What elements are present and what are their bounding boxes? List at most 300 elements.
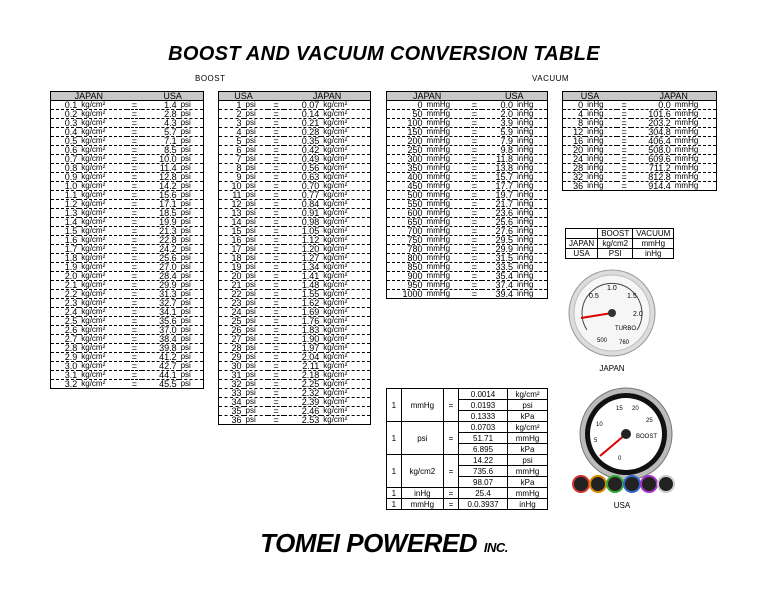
matrix-equals: =: [443, 422, 458, 455]
unit-cell: mmHg: [673, 128, 717, 137]
value-cell: 2.46: [284, 407, 321, 416]
value-cell: 20: [219, 272, 244, 281]
matrix-qty: 1: [387, 488, 402, 499]
unit-cell: psi: [179, 182, 204, 191]
value-cell: 0.28: [284, 128, 321, 137]
equals-cell: =: [268, 317, 284, 326]
equals-cell: =: [268, 191, 284, 200]
value-cell: 780: [387, 245, 425, 254]
unit-cell: psi: [179, 299, 204, 308]
unit-cell: inHg: [515, 227, 548, 236]
matrix-row: [387, 422, 548, 433]
unit-cell: mmHg: [425, 218, 468, 227]
equals-cell: =: [127, 353, 143, 362]
value-cell: 32.7: [142, 299, 178, 308]
unit-cell: mmHg: [425, 191, 468, 200]
value-cell: 1.3: [51, 209, 80, 218]
value-cell: 0.4: [51, 128, 80, 137]
value-cell: 350: [387, 164, 425, 173]
value-cell: 5.7: [142, 128, 178, 137]
col-header: USA: [563, 92, 617, 101]
unit-cell: mmHg: [425, 290, 468, 299]
value-cell: 0.3: [51, 119, 80, 128]
equals-cell: =: [467, 281, 481, 290]
unit-cell: inHg: [515, 209, 548, 218]
value-cell: 1.12: [284, 236, 321, 245]
value-cell: 17.7: [482, 182, 515, 191]
equals-cell: =: [268, 407, 284, 416]
unit-cell: mmHg: [425, 164, 468, 173]
unit-cell: psi: [244, 155, 269, 164]
unit-cell: psi: [244, 317, 269, 326]
gauge-color-variants-icon: [571, 474, 683, 494]
equals-cell: =: [467, 263, 481, 272]
unit-cell: kg/cm²: [321, 164, 370, 173]
value-cell: 200: [387, 137, 425, 146]
unit-cell: psi: [179, 335, 204, 344]
equals-cell: =: [268, 137, 284, 146]
value-cell: 500: [387, 191, 425, 200]
unit-cell: mmHg: [673, 173, 717, 182]
matrix-value-unit: psi: [508, 400, 548, 411]
unit-cell: kg/cm²: [79, 182, 126, 191]
value-cell: 300: [387, 155, 425, 164]
unit-cell: mmHg: [425, 119, 468, 128]
unit-cell: kg/cm²: [79, 155, 126, 164]
unit-cell: inHg: [515, 263, 548, 272]
value-cell: 1.27: [284, 254, 321, 263]
matrix-row: [387, 499, 548, 510]
unit-cell: kg/cm²: [79, 281, 126, 290]
value-cell: 1000: [387, 290, 425, 299]
unit-cell: psi: [244, 380, 269, 389]
equals-cell: =: [127, 317, 143, 326]
unit-cell: kg/cm²: [321, 227, 370, 236]
unit-cell: mmHg: [425, 236, 468, 245]
matrix-value: 735.6: [458, 466, 507, 477]
unit-cell: kg/cm²: [79, 227, 126, 236]
equals-cell: =: [268, 416, 284, 425]
unit-cell: mmHg: [425, 182, 468, 191]
value-cell: 39.8: [142, 344, 178, 353]
equals-cell: =: [467, 137, 481, 146]
unit-cell: mmHg: [425, 200, 468, 209]
col-header: JAPAN: [631, 92, 716, 101]
value-cell: 0.8: [51, 164, 80, 173]
value-cell: 1.6: [51, 236, 80, 245]
value-cell: 5.9: [482, 128, 515, 137]
unit-cell: psi: [179, 362, 204, 371]
gauge-tick-label: 1.0: [607, 285, 617, 292]
value-cell: 2.11: [284, 362, 321, 371]
value-cell: 11.8: [482, 155, 515, 164]
units-cell: kg/cm2: [598, 239, 633, 249]
equals-cell: =: [268, 389, 284, 398]
value-cell: 101.6: [631, 110, 672, 119]
unit-cell: psi: [244, 389, 269, 398]
value-cell: 711.2: [631, 164, 672, 173]
value-cell: 0: [563, 101, 586, 110]
unit-cell: mmHg: [425, 254, 468, 263]
equals-cell: =: [127, 335, 143, 344]
equals-cell: =: [127, 380, 143, 389]
value-cell: 3.2: [51, 380, 80, 389]
value-cell: 29.9: [142, 281, 178, 290]
unit-cell: kg/cm²: [79, 335, 126, 344]
unit-cell: inHg: [515, 110, 548, 119]
unit-cell: psi: [179, 101, 204, 110]
equals-cell: =: [467, 164, 481, 173]
unit-cell: psi: [244, 245, 269, 254]
equals-cell: =: [467, 236, 481, 245]
value-cell: 37.0: [142, 326, 178, 335]
unit-cell: psi: [244, 101, 269, 110]
unit-cell: kg/cm²: [79, 236, 126, 245]
unit-cell: psi: [244, 263, 269, 272]
unit-cell: inHg: [515, 281, 548, 290]
equals-cell: =: [268, 218, 284, 227]
unit-cell: kg/cm²: [79, 344, 126, 353]
equals-cell: =: [127, 308, 143, 317]
matrix-value-unit: mmHg: [508, 466, 548, 477]
matrix-value-unit: mmHg: [508, 488, 548, 499]
value-cell: 1.8: [51, 254, 80, 263]
gauge-tick-label: 500: [597, 338, 608, 344]
value-cell: 12.8: [142, 173, 178, 182]
value-cell: 0.98: [284, 218, 321, 227]
unit-cell: kg/cm²: [321, 389, 370, 398]
unit-cell: mmHg: [673, 101, 717, 110]
equals-cell: =: [127, 281, 143, 290]
table-row: [219, 416, 371, 425]
gauge-tick-label: 1.5: [627, 293, 637, 300]
value-cell: 27.6: [482, 227, 515, 236]
equals-cell: =: [127, 173, 143, 182]
value-cell: 0.0: [631, 101, 672, 110]
value-cell: 19: [219, 263, 244, 272]
equals-cell: =: [617, 164, 631, 173]
equals-cell: =: [268, 380, 284, 389]
unit-cell: inHg: [515, 119, 548, 128]
value-cell: 0.91: [284, 209, 321, 218]
unit-cell: kg/cm²: [79, 209, 126, 218]
unit-cell: psi: [244, 281, 269, 290]
value-cell: 4.3: [142, 119, 178, 128]
equals-cell: =: [127, 200, 143, 209]
matrix-unit: inHg: [401, 488, 443, 499]
value-cell: 304.8: [631, 128, 672, 137]
equals-cell: =: [127, 299, 143, 308]
equals-cell: =: [127, 164, 143, 173]
unit-cell: psi: [244, 209, 269, 218]
unit-cell: psi: [179, 263, 204, 272]
unit-cell: mmHg: [673, 182, 717, 191]
unit-cell: psi: [179, 254, 204, 263]
page-title: BOOST AND VACUUM CONVERSION TABLE: [168, 43, 600, 65]
value-cell: 0.6: [51, 146, 80, 155]
unit-cell: kg/cm²: [79, 101, 126, 110]
value-cell: 8: [219, 164, 244, 173]
unit-cell: kg/cm²: [321, 281, 370, 290]
unit-cell: kg/cm²: [79, 164, 126, 173]
equals-cell: =: [268, 245, 284, 254]
value-cell: 12: [563, 128, 586, 137]
unit-cell: psi: [179, 119, 204, 128]
value-cell: 9: [219, 173, 244, 182]
unit-cell: mmHg: [425, 146, 468, 155]
units-header-cell: VACUUM: [633, 229, 674, 239]
unit-cell: kg/cm²: [321, 272, 370, 281]
value-cell: 2.9: [51, 353, 80, 362]
value-cell: 23: [219, 299, 244, 308]
col-header: USA: [142, 92, 203, 101]
unit-cell: kg/cm²: [79, 200, 126, 209]
equals-cell: =: [467, 173, 481, 182]
value-cell: 24.2: [142, 245, 178, 254]
value-cell: 41.2: [142, 353, 178, 362]
equals-cell: =: [268, 119, 284, 128]
value-cell: 2.32: [284, 389, 321, 398]
unit-cell: psi: [244, 362, 269, 371]
matrix-unit: kg/cm2: [401, 455, 443, 488]
value-cell: 26: [219, 326, 244, 335]
value-cell: 36: [563, 182, 586, 191]
value-cell: 914.4: [631, 182, 672, 191]
value-cell: 1.4: [142, 101, 178, 110]
equals-cell: =: [467, 272, 481, 281]
value-cell: 0.1: [51, 101, 80, 110]
value-cell: 13.8: [482, 164, 515, 173]
unit-cell: kg/cm²: [321, 353, 370, 362]
equals-cell: =: [268, 335, 284, 344]
equals-cell: =: [127, 110, 143, 119]
equals-cell: =: [617, 119, 631, 128]
value-cell: 2.2: [51, 290, 80, 299]
unit-cell: kg/cm²: [321, 299, 370, 308]
value-cell: 0.07: [284, 101, 321, 110]
logo-suffix: INC.: [483, 540, 508, 555]
unit-cell: psi: [244, 182, 269, 191]
unit-cell: mmHg: [425, 245, 468, 254]
equals-cell: =: [268, 200, 284, 209]
equals-cell: =: [617, 137, 631, 146]
equals-cell: =: [467, 110, 481, 119]
unit-cell: kg/cm²: [321, 146, 370, 155]
equals-cell: =: [268, 209, 284, 218]
equals-cell: =: [467, 290, 481, 299]
matrix-value-unit: kg/cm²: [508, 422, 548, 433]
equals-cell: =: [127, 182, 143, 191]
conversion-matrix: [386, 388, 548, 510]
unit-cell: psi: [179, 200, 204, 209]
unit-cell: inHg: [515, 218, 548, 227]
value-cell: 1.1: [51, 191, 80, 200]
equals-cell: =: [467, 155, 481, 164]
unit-cell: psi: [179, 317, 204, 326]
equals-cell: =: [467, 119, 481, 128]
unit-cell: psi: [244, 254, 269, 263]
matrix-value: 98.07: [458, 477, 507, 488]
value-cell: 11.4: [142, 164, 178, 173]
unit-cell: inHg: [585, 119, 617, 128]
equals-cell: =: [127, 290, 143, 299]
unit-cell: inHg: [515, 101, 548, 110]
equals-cell: =: [127, 146, 143, 155]
unit-cell: psi: [244, 416, 269, 425]
value-cell: 0.42: [284, 146, 321, 155]
gauge-label: BOOST: [636, 434, 658, 440]
matrix-value: 0.1333: [458, 411, 507, 422]
value-cell: 17: [219, 245, 244, 254]
unit-cell: mmHg: [425, 110, 468, 119]
value-cell: 600: [387, 209, 425, 218]
equals-cell: =: [467, 227, 481, 236]
value-cell: 2.18: [284, 371, 321, 380]
value-cell: 6: [219, 146, 244, 155]
unit-cell: psi: [244, 146, 269, 155]
value-cell: 7: [219, 155, 244, 164]
value-cell: 17.1: [142, 200, 178, 209]
unit-cell: inHg: [585, 101, 617, 110]
unit-cell: kg/cm²: [321, 245, 370, 254]
unit-cell: psi: [244, 344, 269, 353]
equals-cell: =: [268, 263, 284, 272]
unit-cell: kg/cm²: [79, 128, 126, 137]
unit-cell: mmHg: [425, 128, 468, 137]
value-cell: 50: [387, 110, 425, 119]
value-cell: 1.76: [284, 317, 321, 326]
psi-to-kg-table: [218, 91, 371, 425]
unit-cell: mmHg: [425, 209, 468, 218]
equals-cell: =: [127, 236, 143, 245]
value-cell: 39.4: [482, 290, 515, 299]
value-cell: 18.5: [142, 209, 178, 218]
value-cell: 29: [219, 353, 244, 362]
value-cell: 16: [563, 137, 586, 146]
value-cell: 35: [219, 407, 244, 416]
equals-cell: =: [617, 182, 631, 191]
equals-cell: =: [268, 182, 284, 191]
equals-cell: =: [268, 101, 284, 110]
equals-cell: =: [127, 209, 143, 218]
unit-cell: psi: [244, 227, 269, 236]
unit-cell: kg/cm²: [79, 371, 126, 380]
value-cell: 3.1: [51, 371, 80, 380]
units-cell: PSI: [598, 249, 633, 259]
value-cell: 7.9: [482, 137, 515, 146]
value-cell: 27.0: [142, 263, 178, 272]
matrix-row: [387, 488, 548, 499]
matrix-value-unit: kPa: [508, 444, 548, 455]
equals-cell: =: [467, 191, 481, 200]
unit-cell: kg/cm²: [321, 191, 370, 200]
unit-cell: mmHg: [673, 119, 717, 128]
matrix-equals: =: [443, 488, 458, 499]
unit-cell: psi: [179, 353, 204, 362]
units-cell: USA: [566, 249, 598, 259]
equals-cell: =: [127, 245, 143, 254]
equals-cell: =: [268, 290, 284, 299]
value-cell: 1.7: [51, 245, 80, 254]
matrix-equals: =: [443, 455, 458, 488]
value-cell: 0.9: [51, 173, 80, 182]
value-cell: 33: [219, 389, 244, 398]
unit-cell: mmHg: [425, 272, 468, 281]
matrix-value-unit: mmHg: [508, 433, 548, 444]
value-cell: 1.62: [284, 299, 321, 308]
unit-cell: inHg: [515, 200, 548, 209]
unit-cell: kg/cm²: [79, 317, 126, 326]
value-cell: 1.0: [51, 182, 80, 191]
value-cell: 250: [387, 146, 425, 155]
value-cell: 8: [563, 119, 586, 128]
equals-cell: =: [127, 326, 143, 335]
value-cell: 800: [387, 254, 425, 263]
unit-cell: kg/cm²: [321, 290, 370, 299]
unit-cell: inHg: [585, 173, 617, 182]
matrix-equals: =: [443, 389, 458, 422]
matrix-value-unit: kPa: [508, 477, 548, 488]
units-cell: inHg: [633, 249, 674, 259]
equals-cell: =: [127, 227, 143, 236]
equals-cell: =: [467, 200, 481, 209]
unit-cell: kg/cm²: [79, 254, 126, 263]
inhg-to-mmhg-table: [562, 91, 717, 191]
value-cell: 29.5: [482, 236, 515, 245]
value-cell: 19.9: [142, 218, 178, 227]
value-cell: 1.2: [51, 200, 80, 209]
unit-cell: psi: [179, 371, 204, 380]
unit-cell: psi: [244, 110, 269, 119]
unit-cell: kg/cm²: [321, 101, 370, 110]
matrix-value: 25.4: [458, 488, 507, 499]
value-cell: 38.4: [142, 335, 178, 344]
unit-cell: mmHg: [425, 227, 468, 236]
table-row: [563, 182, 717, 191]
value-cell: 21.3: [142, 227, 178, 236]
unit-cell: kg/cm²: [321, 110, 370, 119]
matrix-value: 0.0014: [458, 389, 507, 400]
unit-cell: psi: [179, 173, 204, 182]
unit-cell: kg/cm²: [79, 353, 126, 362]
value-cell: 15: [219, 227, 244, 236]
unit-cell: kg/cm²: [79, 290, 126, 299]
value-cell: 609.6: [631, 155, 672, 164]
equals-cell: =: [127, 191, 143, 200]
equals-cell: =: [268, 371, 284, 380]
equals-cell: =: [127, 254, 143, 263]
matrix-value-unit: kg/cm²: [508, 389, 548, 400]
equals-cell: =: [127, 137, 143, 146]
unit-cell: inHg: [515, 272, 548, 281]
value-cell: 2.0: [482, 110, 515, 119]
unit-cell: mmHg: [673, 164, 717, 173]
value-cell: 4: [563, 110, 586, 119]
value-cell: 10: [219, 182, 244, 191]
value-cell: 1.48: [284, 281, 321, 290]
gauge-tick-label: 5: [594, 438, 598, 444]
unit-cell: kg/cm²: [79, 362, 126, 371]
value-cell: 1.83: [284, 326, 321, 335]
value-cell: 203.2: [631, 119, 672, 128]
value-cell: 550: [387, 200, 425, 209]
matrix-value: 6.895: [458, 444, 507, 455]
unit-cell: inHg: [515, 236, 548, 245]
unit-cell: kg/cm²: [79, 326, 126, 335]
matrix-row: [387, 455, 548, 466]
gauge-tick-label: 0.5: [589, 293, 599, 300]
value-cell: 3: [219, 119, 244, 128]
